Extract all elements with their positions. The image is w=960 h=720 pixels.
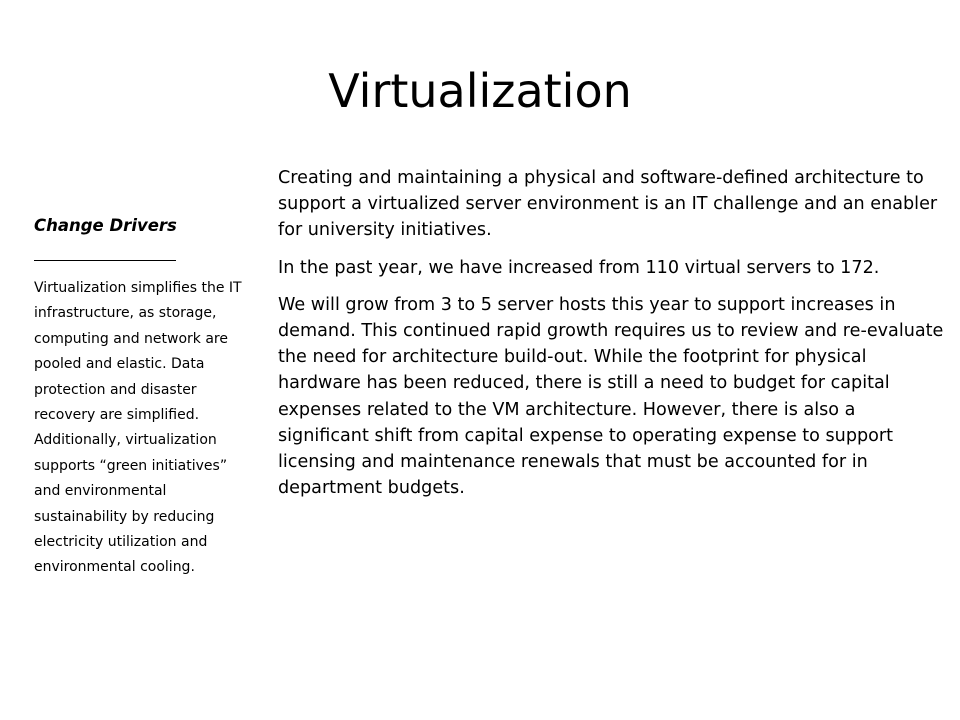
change-drivers-sidebar xyxy=(34,212,246,581)
sidebar-body-text: Virtualization simplifies the IT infrastructure, as storage, computing and network are pooled and elastic. Data protection and disaster recovery are simplified. Additionally, virtualization supports “green initiatives” and environmental sustainability by reducing electricity utilization and environmental cooling. xyxy=(34,280,242,576)
main-paragraph-3: We will grow from 3 to 5 server hosts this year to support increases in demand. This continued rapid growth requires us to review and re-evaluate the need for architecture build-out. While the footprint for physical hardware has been reduced, there is still a need to budget for capital expenses related to the VM architecture. However, there is also a significant shift from capital expense to operating expense to support licensing and maintenance renewals that must be accounted for in department budgets. xyxy=(278,294,944,499)
main-paragraph-2: In the past year, we have increased from 110 virtual servers to 172. xyxy=(278,257,880,278)
main-content xyxy=(278,165,944,512)
main-paragraph-1: Creating and maintaining a physical and software-defined architecture to support a virtualized server environment is an IT challenge and an enabler for university initiatives. xyxy=(278,168,938,241)
slide-title: Virtualization xyxy=(328,64,632,118)
sidebar-divider xyxy=(34,260,176,261)
sidebar-heading: Change Drivers xyxy=(34,216,177,235)
